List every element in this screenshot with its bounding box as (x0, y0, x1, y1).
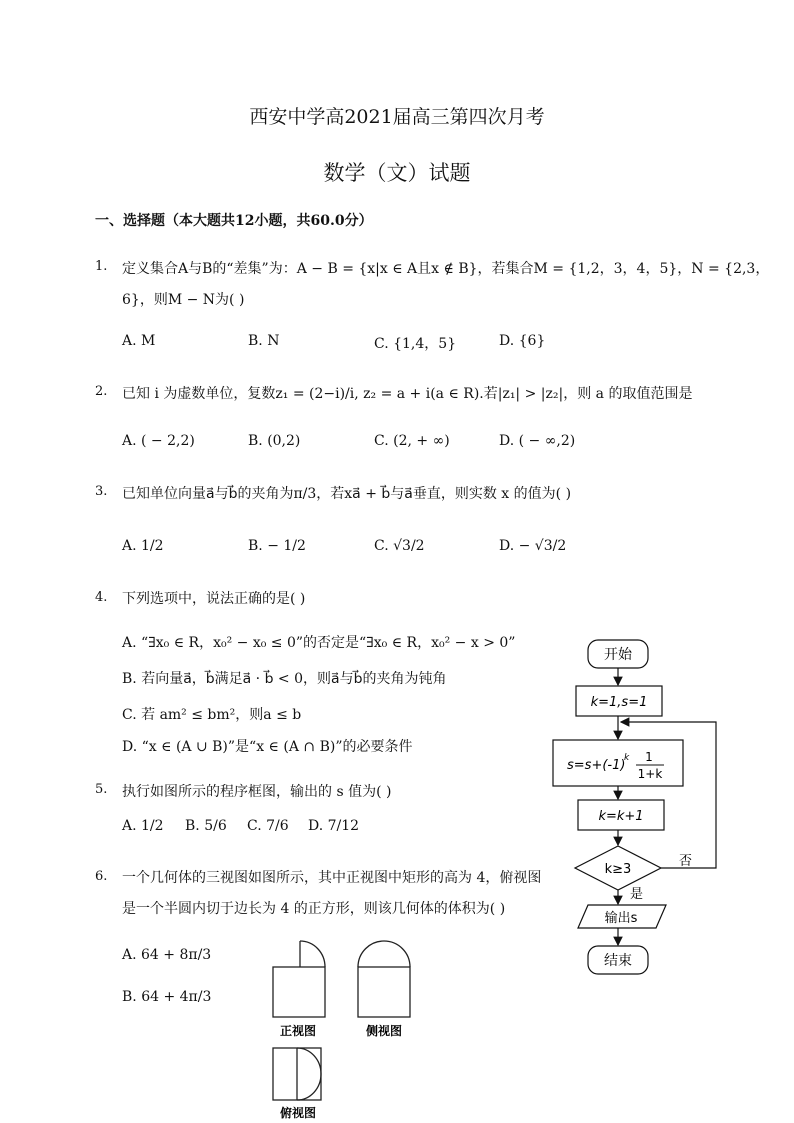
front-view-label: 正视图 (279, 1024, 317, 1038)
option-b: B. 5/6 (185, 818, 227, 834)
option-a: A. “∃x₀ ∈ R，x₀² − x₀ ≤ 0”的否定是“∃x₀ ∈ R，x₀² − x > 0” (122, 635, 516, 651)
option-b: B. − 1/2 (248, 538, 306, 554)
flow-yes-label: 是 (630, 887, 644, 902)
option-b: B. N (248, 333, 280, 349)
question-text-line1: 已知 i 为虚数单位，复数z₁ = (2−i)/i, z₂ = a + i(a ∈ R).若|z₁| > |z₂|，则 a 的取值范围是 (122, 386, 693, 402)
option-c: C. 若 am² ≤ bm²，则a ≤ b (122, 707, 302, 723)
question-text-line1: 定义集合A与B的“差集”为：A − B = {x|x ∈ A且x ∉ B}，若集合M = {1,2，3，4，5}，N = {2,3， (122, 261, 770, 277)
option-b: B. 64 + 4π/3 (122, 989, 212, 1005)
option-a: A. 1/2 (122, 818, 164, 834)
exam-title: 西安中学高2021届高三第四次月考 (249, 106, 545, 128)
option-b: B. (0,2) (248, 433, 301, 449)
flow-init-label: k=1,s=1 (590, 695, 648, 710)
option-c: C. {1,4，5} (374, 336, 457, 352)
option-c: C. √3/2 (374, 538, 425, 554)
flow-start-label: 开始 (604, 647, 632, 663)
flow-no-label: 否 (679, 854, 693, 869)
option-d: D. ( − ∞,2) (499, 433, 576, 449)
question-number: 6. (95, 869, 108, 884)
question-text-line1: 一个几何体的三视图如图所示，其中正视图中矩形的高为 4，俯视图 (122, 870, 542, 886)
question-text-line1: 已知单位向量a⃗与b⃗的夹角为π/3，若xa⃗ + b⃗与a⃗垂直，则实数 x 的值为( ) (122, 486, 572, 502)
three-view-diagram (265, 930, 425, 1123)
question-text-line2: 是一个半圆内切于边长为 4 的正方形，则该几何体的体积为( ) (122, 901, 506, 917)
flow-update-exponent: k (624, 753, 630, 763)
top-view-label: 俯视图 (279, 1106, 317, 1120)
question-text-line1: 执行如图所示的程序框图，输出的 s 值为( ) (122, 784, 392, 800)
question-number: 1. (95, 259, 108, 274)
option-b: B. 若向量a⃗，b⃗满足a⃗ · b⃗ < 0，则a⃗与b⃗的夹角为钝角 (122, 671, 447, 687)
option-c: C. (2, + ∞) (374, 433, 450, 449)
front-view (273, 941, 325, 1017)
top-view (273, 1048, 321, 1100)
side-view-label: 侧视图 (365, 1024, 403, 1038)
flow-update-denominator: 1+k (637, 767, 663, 781)
flow-increment-label: k=k+1 (598, 809, 644, 824)
question-text-line2: 6}，则M − N为( ) (122, 292, 245, 308)
option-a: A. ( − 2,2) (122, 433, 195, 449)
flow-condition-label: k≥3 (604, 862, 632, 877)
option-a: A. 1/2 (122, 538, 164, 554)
flow-update-prefix: s=s+(-1) (567, 758, 626, 773)
question-number: 5. (95, 782, 108, 797)
question-number: 3. (95, 484, 108, 499)
section-heading: 一、选择题（本大题共12小题，共60.0分） (95, 213, 373, 229)
program-flowchart (545, 635, 780, 980)
question-text-line1: 下列选项中，说法正确的是( ) (122, 591, 306, 607)
flow-update-numerator: 1 (645, 750, 653, 764)
flow-output-label: 输出s (604, 911, 638, 926)
option-a: A. M (122, 333, 156, 349)
option-d: D. 7/12 (308, 818, 360, 834)
option-d: D. − √3/2 (499, 538, 567, 554)
question-number: 2. (95, 384, 108, 399)
option-a: A. 64 + 8π/3 (122, 947, 212, 963)
option-d: D. {6} (499, 333, 546, 349)
flow-end-label: 结束 (604, 953, 632, 969)
option-d: D. “x ∈ (A ∪ B)”是“x ∈ (A ∩ B)”的必要条件 (122, 739, 413, 755)
question-number: 4. (95, 590, 108, 605)
exam-subtitle: 数学（文）试题 (323, 161, 471, 185)
option-c: C. 7/6 (247, 818, 289, 834)
side-view (358, 941, 410, 1017)
